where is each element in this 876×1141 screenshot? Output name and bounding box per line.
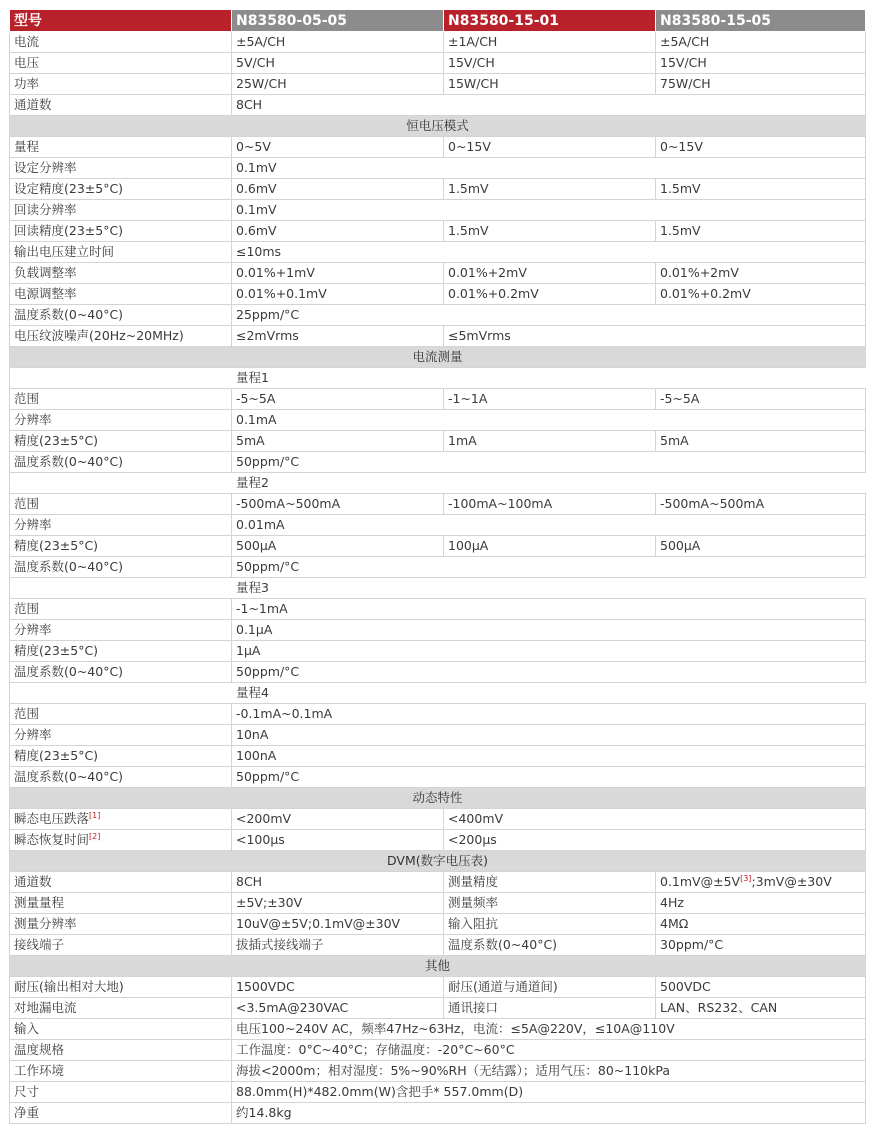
spec-label: 分辨率 — [10, 725, 232, 746]
spec-row — [10, 263, 866, 284]
spec-row — [10, 767, 866, 788]
spec-value: ≤10ms — [232, 242, 866, 263]
spec-row — [10, 725, 866, 746]
spec-value: ≤5mVrms — [444, 326, 866, 347]
spec-label: 尺寸 — [10, 1082, 232, 1103]
spec-label: 温度系数(0~40°C) — [10, 767, 232, 788]
spec-value: 8CH — [232, 95, 866, 116]
spec-value: 0.1mV — [232, 158, 866, 179]
spec-label: 范围 — [10, 389, 232, 410]
spec-label: 回读分辨率 — [10, 200, 232, 221]
spec-row — [10, 431, 866, 452]
range-name: 量程4 — [232, 683, 866, 704]
spec-row — [10, 746, 866, 767]
spec-label: 温度系数(0~40°C) — [10, 557, 232, 578]
spec-row — [10, 620, 866, 641]
range-label-spacer — [10, 473, 232, 494]
spec-row — [10, 32, 866, 53]
spec-value: -500mA~500mA — [656, 494, 866, 515]
spec-label: 接线端子 — [10, 935, 232, 956]
spec-label: 耐压(输出相对大地) — [10, 977, 232, 998]
spec-row — [10, 137, 866, 158]
spec-row — [10, 494, 866, 515]
spec-value: 0.6mV — [232, 179, 444, 200]
spec-value: 15V/CH — [444, 53, 656, 74]
spec-value: ±5A/CH — [232, 32, 444, 53]
spec-label: 测量频率 — [444, 893, 656, 914]
spec-value: 1.5mV — [656, 221, 866, 242]
spec-value: -5~5A — [656, 389, 866, 410]
spec-row — [10, 704, 866, 725]
spec-value: 0.01%+0.2mV — [656, 284, 866, 305]
spec-row — [10, 641, 866, 662]
spec-value: -100mA~100mA — [444, 494, 656, 515]
spec-value: ±1A/CH — [444, 32, 656, 53]
spec-value: 500μA — [656, 536, 866, 557]
spec-value: <200mV — [232, 809, 444, 830]
spec-value: 4MΩ — [656, 914, 866, 935]
spec-row — [10, 914, 866, 935]
range-label-spacer — [10, 683, 232, 704]
spec-value-text: 0.1mV@±5V — [660, 874, 741, 889]
spec-label: 精度(23±5°C) — [10, 431, 232, 452]
spec-label: 输入阻抗 — [444, 914, 656, 935]
spec-row — [10, 53, 866, 74]
spec-label: 范围 — [10, 599, 232, 620]
spec-row — [10, 1019, 866, 1040]
spec-label: 输出电压建立时间 — [10, 242, 232, 263]
model-name-3: N83580-15-05 — [656, 10, 866, 32]
spec-label: 功率 — [10, 74, 232, 95]
spec-label: 通道数 — [10, 95, 232, 116]
spec-value — [656, 872, 866, 893]
spec-row — [10, 830, 866, 851]
spec-value: 500VDC — [656, 977, 866, 998]
spec-label: 电流 — [10, 32, 232, 53]
spec-value: <3.5mA@230VAC — [232, 998, 444, 1019]
section-title-other: 其他 — [10, 956, 866, 977]
spec-value: 25ppm/°C — [232, 305, 866, 326]
spec-value: LAN、RS232、CAN — [656, 998, 866, 1019]
spec-value: 0.01%+2mV — [656, 263, 866, 284]
footnote-marker: [2] — [89, 831, 101, 841]
spec-row — [10, 410, 866, 431]
spec-value: 8CH — [232, 872, 444, 893]
spec-row — [10, 662, 866, 683]
spec-row — [10, 10, 866, 32]
spec-row — [10, 473, 866, 494]
spec-value: 88.0mm(H)*482.0mm(W)含把手* 557.0mm(D) — [232, 1082, 866, 1103]
spec-value: -1~1mA — [232, 599, 866, 620]
spec-value: 0.6mV — [232, 221, 444, 242]
spec-row — [10, 1040, 866, 1061]
spec-table-body — [10, 10, 866, 1124]
spec-value: <400mV — [444, 809, 866, 830]
spec-value: ±5A/CH — [656, 32, 866, 53]
spec-row — [10, 452, 866, 473]
spec-value: -0.1mA~0.1mA — [232, 704, 866, 725]
spec-row — [10, 1061, 866, 1082]
spec-value: 1.5mV — [444, 179, 656, 200]
spec-row — [10, 95, 866, 116]
spec-value: 30ppm/°C — [656, 935, 866, 956]
range-name: 量程3 — [232, 578, 866, 599]
spec-value: ±5V;±30V — [232, 893, 444, 914]
spec-row — [10, 200, 866, 221]
spec-value: 25W/CH — [232, 74, 444, 95]
spec-value: 50ppm/°C — [232, 452, 866, 473]
spec-label: 精度(23±5°C) — [10, 536, 232, 557]
spec-label: 温度规格 — [10, 1040, 232, 1061]
spec-value: 5V/CH — [232, 53, 444, 74]
spec-value: 100nA — [232, 746, 866, 767]
spec-value: 0.1mV — [232, 200, 866, 221]
spec-row — [10, 284, 866, 305]
spec-label-text: 瞬态恢复时间 — [14, 832, 90, 847]
section-title-dynamic: 动态特性 — [10, 788, 866, 809]
spec-value: 0~15V — [656, 137, 866, 158]
spec-label: 对地漏电流 — [10, 998, 232, 1019]
spec-value: 0.01%+1mV — [232, 263, 444, 284]
spec-label: 工作环境 — [10, 1061, 232, 1082]
spec-row — [10, 851, 866, 872]
spec-value: ≤2mVrms — [232, 326, 444, 347]
spec-row — [10, 179, 866, 200]
spec-value: 50ppm/°C — [232, 767, 866, 788]
spec-row — [10, 389, 866, 410]
spec-row — [10, 1082, 866, 1103]
spec-label: 范围 — [10, 494, 232, 515]
spec-value: 工作温度：0°C~40°C；存储温度：-20°C~60°C — [232, 1040, 866, 1061]
spec-label: 量程 — [10, 137, 232, 158]
model-name-1: N83580-05-05 — [232, 10, 444, 32]
spec-value: 1.5mV — [444, 221, 656, 242]
spec-label: 负载调整率 — [10, 263, 232, 284]
spec-row — [10, 977, 866, 998]
range-name: 量程1 — [232, 368, 866, 389]
spec-value: 0.01%+0.1mV — [232, 284, 444, 305]
spec-value: 5mA — [656, 431, 866, 452]
spec-value: 约14.8kg — [232, 1103, 866, 1124]
spec-label: 电压纹波噪声(20Hz~20MHz) — [10, 326, 232, 347]
spec-row — [10, 74, 866, 95]
spec-row — [10, 872, 866, 893]
spec-value: -500mA~500mA — [232, 494, 444, 515]
spec-value: -5~5A — [232, 389, 444, 410]
spec-value: 10uV@±5V;0.1mV@±30V — [232, 914, 444, 935]
spec-value: 1500VDC — [232, 977, 444, 998]
spec-row — [10, 326, 866, 347]
range-label-spacer — [10, 368, 232, 389]
spec-value: 100μA — [444, 536, 656, 557]
spec-row — [10, 221, 866, 242]
spec-row — [10, 158, 866, 179]
spec-label: 设定精度(23±5°C) — [10, 179, 232, 200]
spec-row — [10, 809, 866, 830]
spec-row — [10, 956, 866, 977]
spec-label: 输入 — [10, 1019, 232, 1040]
spec-label-text: 瞬态电压跌落 — [14, 811, 90, 826]
section-title-dvm: DVM(数字电压表) — [10, 851, 866, 872]
section-title-constant-voltage: 恒电压模式 — [10, 116, 866, 137]
range-name: 量程2 — [232, 473, 866, 494]
spec-value: 5mA — [232, 431, 444, 452]
spec-label: 温度系数(0~40°C) — [10, 305, 232, 326]
footnote-marker: [3] — [740, 873, 752, 883]
model-header-label: 型号 — [10, 10, 232, 32]
spec-row — [10, 116, 866, 137]
spec-value: 15V/CH — [656, 53, 866, 74]
range-label-spacer — [10, 578, 232, 599]
spec-label: 范围 — [10, 704, 232, 725]
spec-row — [10, 683, 866, 704]
model-name-2: N83580-15-01 — [444, 10, 656, 32]
spec-value: 0.01%+0.2mV — [444, 284, 656, 305]
spec-value: 0.1mA — [232, 410, 866, 431]
spec-label — [10, 809, 232, 830]
spec-label: 通道数 — [10, 872, 232, 893]
spec-row — [10, 536, 866, 557]
spec-label: 测量分辨率 — [10, 914, 232, 935]
spec-value: 1.5mV — [656, 179, 866, 200]
spec-row — [10, 242, 866, 263]
footnote-marker: [1] — [89, 810, 101, 820]
spec-label: 回读精度(23±5°C) — [10, 221, 232, 242]
spec-row — [10, 305, 866, 326]
spec-value: 拔插式接线端子 — [232, 935, 444, 956]
spec-value: 0.01mA — [232, 515, 866, 536]
spec-value: 4Hz — [656, 893, 866, 914]
spec-label: 精度(23±5°C) — [10, 641, 232, 662]
spec-row — [10, 788, 866, 809]
spec-label: 测量精度 — [444, 872, 656, 893]
spec-label: 分辨率 — [10, 515, 232, 536]
spec-row — [10, 578, 866, 599]
spec-row — [10, 998, 866, 1019]
spec-row — [10, 368, 866, 389]
spec-label: 测量量程 — [10, 893, 232, 914]
spec-label: 电压 — [10, 53, 232, 74]
spec-label: 温度系数(0~40°C) — [444, 935, 656, 956]
spec-row — [10, 347, 866, 368]
spec-label: 分辨率 — [10, 620, 232, 641]
spec-label: 通讯接口 — [444, 998, 656, 1019]
spec-value: 0~5V — [232, 137, 444, 158]
spec-value: <200μs — [444, 830, 866, 851]
spec-value: 10nA — [232, 725, 866, 746]
spec-label: 电源调整率 — [10, 284, 232, 305]
spec-value: 0~15V — [444, 137, 656, 158]
spec-value: 1mA — [444, 431, 656, 452]
section-title-current-measurement: 电流测量 — [10, 347, 866, 368]
spec-value: 电压100~240V AC，频率47Hz~63Hz，电流：≤5A@220V，≤10A@110V — [232, 1019, 866, 1040]
spec-label: 精度(23±5°C) — [10, 746, 232, 767]
spec-label: 设定分辨率 — [10, 158, 232, 179]
spec-table — [9, 9, 866, 1124]
spec-value-text: ;3mV@±30V — [751, 874, 832, 889]
spec-row — [10, 557, 866, 578]
spec-row — [10, 935, 866, 956]
spec-value: 海拔<2000m；相对湿度：5%~90%RH（无结露）；适用气压：80~110kPa — [232, 1061, 866, 1082]
spec-label: 温度系数(0~40°C) — [10, 662, 232, 683]
spec-row — [10, 1103, 866, 1124]
spec-label — [10, 830, 232, 851]
spec-row — [10, 515, 866, 536]
spec-label: 温度系数(0~40°C) — [10, 452, 232, 473]
spec-label: 分辨率 — [10, 410, 232, 431]
spec-value: 0.1μA — [232, 620, 866, 641]
spec-value: 50ppm/°C — [232, 662, 866, 683]
spec-value: 15W/CH — [444, 74, 656, 95]
spec-value: 0.01%+2mV — [444, 263, 656, 284]
spec-label: 净重 — [10, 1103, 232, 1124]
spec-value: 1μA — [232, 641, 866, 662]
spec-label: 耐压(通道与通道间) — [444, 977, 656, 998]
spec-row — [10, 599, 866, 620]
spec-value: 500μA — [232, 536, 444, 557]
spec-value: 50ppm/°C — [232, 557, 866, 578]
spec-row — [10, 893, 866, 914]
spec-value: <100μs — [232, 830, 444, 851]
spec-value: -1~1A — [444, 389, 656, 410]
spec-value: 75W/CH — [656, 74, 866, 95]
